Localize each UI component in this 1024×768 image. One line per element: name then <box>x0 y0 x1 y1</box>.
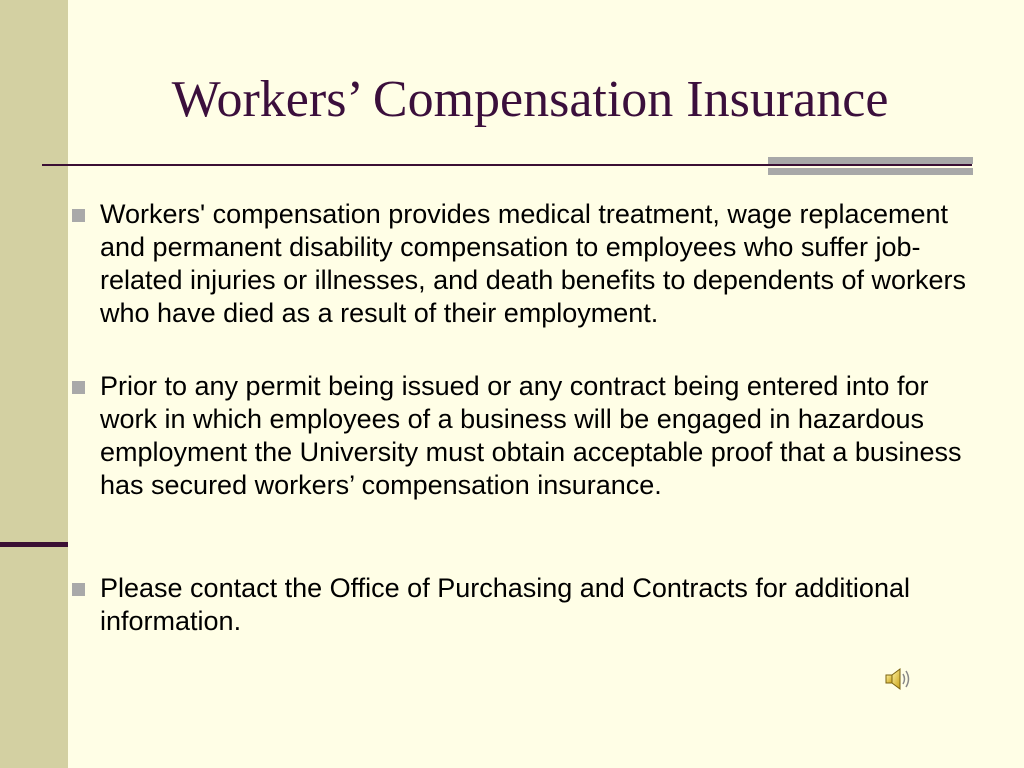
left-band-divider <box>0 542 68 547</box>
square-bullet-icon <box>72 381 85 394</box>
decorative-bars <box>768 157 973 179</box>
bullet-item <box>70 370 970 502</box>
bullet-text: Prior to any permit being issued or any contract being entered into for work in which employees of a business will be engaged in hazardous employment the University must obtain acceptable proof that a business has secured workers’ compensation insurance. <box>100 371 962 500</box>
decorative-bar <box>768 157 973 164</box>
slide-title: Workers’ Compensation Insurance <box>171 71 889 128</box>
speaker-icon[interactable] <box>884 666 914 692</box>
bullet-text: Workers' compensation provides medical treatment, wage replacement and permanent disability compensation to employees who suffer job-related injuries or illnesses, and death benefits to dependents of workers who have died as a result of their employment. <box>100 199 967 328</box>
bullet-item <box>70 572 970 638</box>
square-bullet-icon <box>72 209 85 222</box>
square-bullet-icon <box>72 583 85 596</box>
bullet-item <box>70 198 970 330</box>
left-accent-band <box>0 0 68 768</box>
decorative-bar <box>768 168 973 175</box>
bullet-text: Please contact the Office of Purchasing and Contracts for additional information. <box>100 573 910 636</box>
bullet-list <box>70 198 970 678</box>
